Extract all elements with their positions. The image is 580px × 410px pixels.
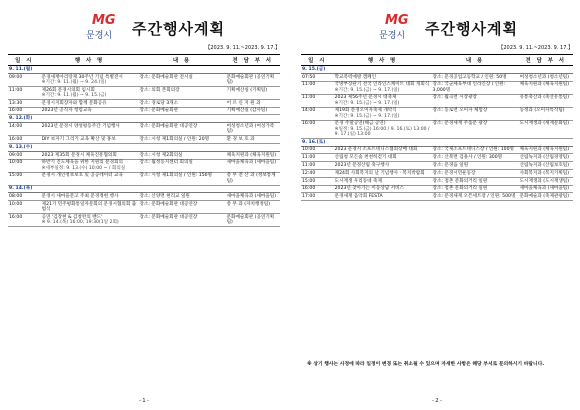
event-cell-text: 제21기 민주평화통일자문회의 문경시협의회 출범식	[41, 201, 137, 213]
event-cell	[334, 120, 432, 138]
dept-cell	[519, 193, 573, 201]
table-row	[301, 146, 573, 154]
logo-city: 문경시	[379, 31, 406, 41]
event-cell	[334, 185, 432, 193]
time-cell	[8, 86, 41, 99]
content-cell-text: 장소: 월정동지센터 회의실	[139, 160, 193, 166]
table-row	[8, 151, 280, 159]
event-cell-text: 제26회 문경시의회 임시회	[41, 87, 95, 93]
content-cell-text: 장소: 산북면 김용사 / 인원: 300명	[432, 155, 503, 161]
table-row	[301, 193, 573, 201]
dept-cell	[519, 81, 573, 94]
content-cell-text: 장소: 문경새재 오픈세트장 / 인원: 500명	[432, 194, 516, 200]
event-cell-text: 산림청 모든숲 천천히걷기 대회	[334, 155, 397, 161]
content-cell	[432, 94, 519, 107]
time-cell-text: 14:00	[9, 123, 23, 129]
content-cell-text: 장소: 시청 제1회의실 / 인원: 150명	[139, 173, 212, 179]
time-cell	[8, 214, 41, 227]
time-cell-text: 16:00	[302, 186, 316, 192]
dept-cell	[519, 162, 573, 170]
event-cell	[334, 146, 432, 154]
event-cell-text: 공연 '김장현 & 김창완의 밴드'	[41, 214, 103, 220]
content-cell-text: 장소: 문경공업고등학교 / 인원: 50명	[432, 74, 507, 80]
time-cell-text: 16:00	[9, 108, 23, 114]
dept-cell-text: 기획예산실 (기획팀)	[226, 87, 268, 93]
page-title: 주간행사계획	[425, 20, 518, 38]
event-subtext: ※기간: 9. 15.(금) ~ 9. 17.(일)	[334, 100, 400, 106]
content-cell-text: 장소: 점촌 문화의거리 일원	[432, 178, 488, 184]
col-header-dept: 전 담 부 서	[519, 55, 573, 66]
mungyeong-logo	[379, 13, 423, 41]
day-label: 9. 16.(토)	[301, 138, 573, 146]
col-header-event: 행 사 명	[41, 55, 139, 66]
dept-cell-text: 새마을체육과 (새마을팀)	[519, 186, 569, 192]
content-cell-text: 장소: 문경시민운동장	[432, 170, 476, 176]
dept-cell-text: 사회복지과 (복지기획팀)	[519, 170, 569, 176]
time-cell	[301, 185, 334, 193]
logo-mark: MG	[385, 13, 409, 28]
dept-cell	[226, 136, 280, 144]
event-cell-text: 2023년 문경산림 축구행사	[334, 162, 390, 168]
dept-cell-text: 환 경 보 호 과	[226, 136, 255, 142]
time-cell	[301, 73, 334, 81]
event-subtext: ※기간: 9. 11.(월) ~ 9. 15.(금)	[41, 92, 107, 98]
event-cell	[334, 107, 432, 120]
table-row	[8, 172, 280, 185]
table-row	[301, 81, 573, 94]
event-cell	[334, 162, 432, 170]
table-row	[8, 86, 280, 99]
day-row	[8, 143, 280, 151]
time-cell	[8, 107, 41, 115]
page-header	[8, 0, 280, 44]
content-cell	[139, 99, 226, 107]
time-cell-text: 14:00	[302, 108, 316, 114]
dept-cell	[226, 86, 280, 99]
event-cell-text: 문경 주말공연(해금 공연)	[334, 121, 386, 127]
time-cell	[301, 154, 334, 162]
time-cell-text: 12:40	[302, 170, 316, 176]
table-row	[301, 185, 573, 193]
table-row	[8, 214, 280, 227]
content-cell	[139, 201, 226, 214]
dept-cell-text: 산림녹지과 (산림경영팀)	[519, 155, 569, 161]
dept-cell	[519, 73, 573, 81]
dept-cell	[519, 177, 573, 185]
page-1	[8, 0, 280, 410]
time-cell	[301, 107, 334, 120]
col-header-content: 내 용	[139, 55, 226, 66]
dept-cell-text: 체육지원과 (체육지원팀)	[519, 147, 569, 153]
event-cell	[41, 99, 139, 107]
time-cell	[8, 159, 41, 172]
dept-cell-text: 새마을체육과 (새마을팀)	[226, 160, 276, 166]
content-cell-text: 장소: 점촌 문화의거리 일원	[432, 186, 488, 192]
day-row	[8, 66, 280, 74]
table-row	[301, 162, 573, 170]
event-cell	[334, 169, 432, 177]
content-cell	[139, 123, 226, 136]
page-number: - 1 -	[139, 398, 149, 404]
time-cell	[301, 81, 334, 94]
dept-cell	[519, 146, 573, 154]
content-cell	[139, 86, 226, 99]
content-cell	[432, 120, 519, 138]
time-cell-text: 10:00	[302, 147, 316, 153]
dept-cell	[519, 94, 573, 107]
dept-cell-text: 도시재생과 (도시재생팀)	[519, 178, 569, 184]
dept-cell	[226, 99, 280, 107]
content-cell-text: 장소: 문화예술회관 대공연장	[139, 214, 198, 220]
table-row	[8, 136, 280, 144]
time-cell-text: 09:00	[9, 152, 23, 158]
content-cell-text: 장소: 경로당 3개소	[139, 100, 179, 106]
table-row	[8, 193, 280, 201]
time-cell	[301, 120, 334, 138]
content-cell	[432, 169, 519, 177]
time-cell-text: 13:30	[9, 100, 23, 106]
dept-cell	[226, 193, 280, 201]
event-cell	[41, 123, 139, 136]
content-cell	[432, 154, 519, 162]
content-cell-text: 장소: 문화예술회관 대공연장	[139, 123, 198, 129]
event-cell	[41, 73, 139, 86]
table-row	[301, 177, 573, 185]
event-subtext: ※기간: 9. 15.(금) ~ 9. 17.(일)	[334, 87, 400, 93]
day-label: 9. 14.(목)	[8, 185, 280, 193]
dept-cell-text: 체육지원과 (체육지원팀)	[519, 82, 569, 88]
schedule-body	[301, 66, 573, 201]
dept-cell	[226, 214, 280, 227]
event-cell-text: 2023년 찾아가는 이동상담 서비스	[334, 186, 404, 192]
content-cell	[139, 136, 226, 144]
event-subtext: ※기간: 9. 15.(금) ~ 9. 17.(일)	[334, 113, 400, 119]
table-row	[301, 107, 573, 120]
table-row	[8, 159, 280, 172]
dept-cell	[519, 120, 573, 138]
dept-cell	[226, 107, 280, 115]
content-cell	[139, 73, 226, 86]
time-cell	[8, 73, 41, 86]
dept-cell	[519, 185, 573, 193]
content-cell-text: 장소: 산양면 현리교 일원	[139, 194, 190, 200]
event-cell-text: 2023 제35회 문경시 체육진흥협의회	[41, 152, 117, 158]
dept-cell-text: 총 무 전 산 과 (정보통계팀)	[226, 173, 276, 184]
content-cell	[139, 214, 226, 227]
dept-cell-text: 문화예술회관 (공연기획팀)	[226, 74, 275, 85]
content-cell	[139, 151, 226, 159]
time-cell	[301, 94, 334, 107]
dept-cell	[226, 123, 280, 136]
col-header-event: 행 사 명	[334, 55, 432, 66]
table-row	[301, 169, 573, 177]
content-cell	[139, 172, 226, 185]
time-cell-text: 16:00	[302, 121, 316, 127]
content-cell	[139, 159, 226, 172]
event-subtext: ※세부일정: 9. 13.(수) 10:00 ~ / 회의실	[41, 165, 126, 171]
content-cell-text: 장소: 문화예술회관 전시실	[139, 74, 193, 80]
logo-mark: MG	[92, 13, 116, 28]
day-label: 9. 15.(금)	[301, 66, 573, 74]
event-cell-text: 하반기 진도체육을 위한 지원의 분경회의	[41, 160, 123, 166]
table-row	[301, 94, 573, 107]
table-row	[8, 107, 280, 115]
event-cell	[41, 86, 139, 99]
page-header	[301, 0, 573, 44]
schedule-table	[301, 54, 573, 201]
content-cell-text: 장소: 동로면 오미자 체험장	[432, 108, 488, 114]
dept-cell	[519, 154, 573, 162]
content-cell-text: 장소: 시청 제1회의실 / 인원: 20명	[139, 136, 210, 142]
day-row	[301, 66, 573, 74]
date-range: 【2023. 9. 11.~2023. 9. 17.】	[205, 45, 280, 51]
event-cell-text: 2023 문경시 소프트테니스협회장배 대회	[334, 147, 418, 153]
col-header-time: 일 시	[8, 55, 41, 66]
content-cell-text: 장소: 국군체육부대 인라인장 / 인원: 3,000명	[432, 82, 506, 93]
time-cell	[8, 123, 41, 136]
time-cell	[8, 172, 41, 185]
dept-cell-text: 산림녹지과 (산림보호팀)	[519, 162, 569, 168]
event-cell	[41, 151, 139, 159]
content-cell-text: 장소: 문경새재 주흘문 광장	[432, 121, 488, 127]
event-cell-text: 문경시지회장자와 함께 문화공유	[41, 100, 107, 106]
time-cell-text: 17:00	[302, 194, 316, 200]
time-cell-text: 10:00	[9, 201, 23, 207]
event-cell	[334, 177, 432, 185]
dept-cell-text: 농정과 (오미자특작팀)	[519, 108, 565, 114]
page-title: 주간행사계획	[132, 20, 225, 38]
event-cell-text: 문경새재아리랑제 30주년 기념 특별전시	[41, 74, 123, 80]
event-cell	[334, 94, 432, 107]
table-row	[8, 201, 280, 214]
table-row	[301, 73, 573, 81]
dept-cell	[226, 201, 280, 214]
event-cell-text: 학교폭력예방 캠페인	[334, 74, 377, 80]
dept-cell	[519, 169, 573, 177]
event-cell-text: 문경시 개인정보보호 및 공공데이터 교육	[41, 173, 123, 179]
dept-cell-text: 체육지원과 (체육지원팀)	[226, 152, 276, 158]
content-cell	[432, 146, 519, 154]
event-subtext: ※ 9. 14.(목) 16:00, 19:30(1일 2회)	[41, 220, 119, 226]
time-cell-text: 11:00	[302, 155, 316, 161]
table-row	[8, 73, 280, 86]
time-cell-text: 16:00	[9, 136, 23, 142]
dept-cell-text: 문화예술과 (축제관광팀)	[519, 194, 569, 200]
content-cell-text: 장소: 문경읍 일원	[432, 162, 469, 168]
col-header-dept: 전 담 부 서	[226, 55, 280, 66]
table-row	[301, 120, 573, 138]
dept-cell	[226, 73, 280, 86]
content-cell-text: 장소: 의회 본회의장	[139, 87, 180, 93]
time-cell-text: 11:00	[302, 82, 316, 88]
time-cell	[8, 136, 41, 144]
content-cell	[432, 185, 519, 193]
content-cell-text: 장소: 문화예술회관	[139, 108, 179, 114]
event-cell	[41, 136, 139, 144]
time-cell-text: 15:00	[9, 173, 23, 179]
event-cell-text: 문경새재 음악회 FESTA	[334, 194, 383, 200]
col-header-content: 내 용	[432, 55, 519, 66]
content-cell	[432, 193, 519, 201]
dept-cell-text: 문화예술회관 (공연기획팀)	[226, 214, 275, 226]
schedule-body	[8, 66, 280, 227]
dept-cell	[519, 107, 573, 120]
time-cell-text: 11:00	[302, 162, 316, 168]
event-cell-text: 문경시 새마을문고 주최 문경정현 행사	[41, 194, 119, 200]
content-cell	[432, 177, 519, 185]
day-row	[8, 185, 280, 193]
time-cell	[301, 193, 334, 201]
content-cell	[432, 107, 519, 120]
dept-cell-text: 여성청소년과 (청소년팀)	[519, 74, 569, 80]
table-row	[8, 123, 280, 136]
date-range: 【2023. 9. 11.~2023. 9. 17.】	[498, 45, 573, 51]
event-cell-text: 제24회 사회복지의 날 기념행사 · 복지박람회	[334, 170, 425, 176]
time-cell	[8, 193, 41, 201]
time-cell-text: 11:00	[9, 87, 23, 93]
event-cell	[334, 73, 432, 81]
day-label: 9. 11.(월)	[8, 66, 280, 74]
table-row	[301, 154, 573, 162]
page-2	[301, 0, 573, 410]
time-cell-text: 08:00	[9, 194, 23, 200]
content-cell-text: 장소: 국제소프트테니스장 / 인원: 100명	[432, 147, 514, 153]
time-cell-text: 07:50	[302, 74, 316, 80]
time-cell	[8, 99, 41, 107]
content-cell	[432, 73, 519, 81]
time-cell	[8, 201, 41, 214]
event-cell	[41, 193, 139, 201]
mungyeong-logo	[86, 13, 130, 41]
content-cell	[139, 193, 226, 201]
dept-cell-text: 총 무 과 (자치행정팀)	[226, 201, 271, 207]
event-cell	[41, 172, 139, 185]
col-header-time: 일 시	[301, 55, 334, 66]
content-cell	[432, 162, 519, 170]
time-cell-text: 16:00	[9, 214, 23, 220]
dept-cell	[226, 159, 280, 172]
event-cell	[334, 193, 432, 201]
day-row	[8, 115, 280, 123]
dept-cell	[226, 151, 280, 159]
content-cell	[432, 81, 519, 94]
content-cell	[139, 107, 226, 115]
time-cell-text: 09:00	[9, 74, 23, 80]
event-cell-text: DIY 보자기 그리기 교육 확산 및 홍보	[41, 136, 116, 142]
event-cell-text: 제19회 문경오미자축제 개막식	[334, 108, 397, 114]
event-cell-text: 2023 제56주년 문경시 대축제	[334, 95, 397, 101]
event-cell-text: 2023년 문경시 양성평등주간 기념행사	[41, 123, 120, 129]
notice-text: ※ 상기 행사는 사정에 따라 일정이 변경 또는 취소될 수 있으며 자세한 사항은 해당 부서로 문의하시기 바랍니다.	[307, 362, 545, 367]
dept-cell-text: 새마을체육과 (새마을팀)	[226, 194, 276, 200]
event-subtext: ※기간: 9. 11.(월) ~ 9. 24.(일)	[41, 79, 107, 85]
dept-cell-text: 여성청소년과 (여성가족팀)	[226, 123, 275, 135]
event-subtext: ※일정: 9. 15.(금) 16:00 / 9. 16.(토) 13:00 / 9. 17.(일) 13:00	[334, 126, 430, 137]
time-cell-text: 11:00	[302, 95, 316, 101]
day-label: 9. 12.(화)	[8, 115, 280, 123]
time-cell	[301, 177, 334, 185]
event-cell-text: 2023년 공직자 청렴교육	[41, 108, 92, 114]
event-cell	[41, 159, 139, 172]
dept-cell	[226, 172, 280, 185]
day-label: 9. 13.(수)	[8, 143, 280, 151]
time-cell	[301, 146, 334, 154]
logo-city: 문경시	[86, 31, 113, 41]
event-cell	[334, 81, 432, 94]
content-cell-text: 장소: 시청 제2회의실	[139, 152, 183, 158]
time-cell	[301, 169, 334, 177]
time-cell-text: 10:00	[9, 160, 23, 166]
dept-cell-text: 유통축산과 (축산유통팀)	[519, 95, 569, 101]
dept-cell-text: 기획예산실 (감사팀)	[226, 108, 268, 114]
schedule-table	[8, 54, 280, 227]
time-cell	[301, 162, 334, 170]
event-cell	[41, 214, 139, 227]
table-row	[8, 99, 280, 107]
event-cell	[41, 107, 139, 115]
event-cell	[41, 201, 139, 214]
time-cell-text: 15:00	[302, 178, 316, 184]
time-cell	[8, 151, 41, 159]
dept-cell-text: 도시재생과 (새재문화팀)	[519, 121, 569, 127]
event-cell	[334, 154, 432, 162]
content-cell-text: 장소: 문화예술회관 대공연장	[139, 201, 198, 207]
content-cell-text: 장소: 월곡면 시장광장	[432, 95, 477, 101]
day-row	[301, 138, 573, 146]
dept-cell-text: 어 르 신 지 원 과	[226, 100, 261, 106]
event-cell-text: 도시재생 우리동네 축제	[334, 178, 382, 184]
event-cell-text: 국방부장관기 전국 인라인스케이트 대회 개회식	[334, 82, 430, 88]
page-number: - 2 -	[432, 398, 442, 404]
